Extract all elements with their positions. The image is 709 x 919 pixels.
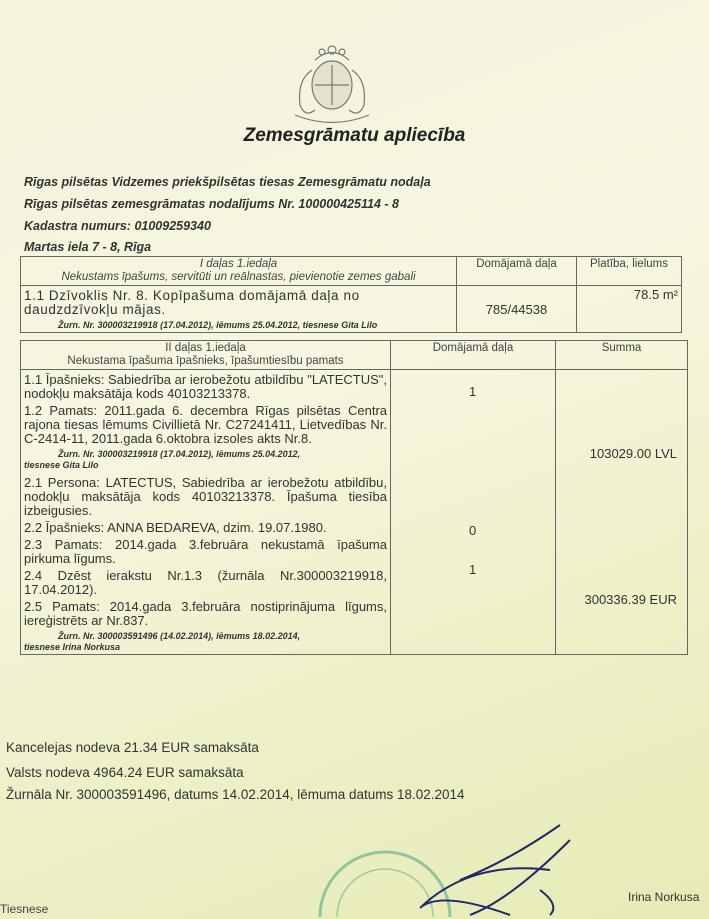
judge-note-1: tiesnese Gita Lilo — [24, 460, 99, 470]
table-row — [21, 286, 682, 333]
table1-col-share: Domājamā daļa — [457, 257, 577, 286]
sum-1-2: 103029.00 LVL — [589, 446, 677, 461]
area-value: 78.5 m² — [577, 286, 682, 333]
office-fee: Kancelejas nodeva 21.34 EUR samaksāta — [6, 740, 259, 755]
journal-note-1: Žurn. Nr. 300003219918 (17.04.2012), lēmums 25.04.2012, — [58, 449, 301, 459]
entry-2-1: 2.1 Persona: LATECTUS, Sabiedrība ar ierobežotu atbildību, nodokļu maksātāja kods 40103213378. Īpašuma tiesība izbeigusies. — [24, 475, 387, 518]
judge-note-2: tiesnese Irina Norkusa — [24, 642, 121, 652]
journal-note: Žurn. Nr. 300003219918 (17.04.2012), lēmums 25.04.2012, tiesnese Gita Lilo — [58, 320, 378, 330]
land-register-section: Rīgas pilsētas zemesgrāmatas nodalījums Nr. 100000425114 - 8 — [24, 197, 399, 211]
share-2-1: 0 — [469, 523, 477, 538]
ownership-table — [20, 340, 688, 655]
sum-2-3: 300336.39 EUR — [584, 592, 677, 607]
property-table — [20, 256, 682, 333]
entry-1-2: 1.2 Pamats: 2011.gada 6. decembra Rīgas pilsētas Centra rajona tiesas lēmums Civillietā Nr. C27241411, Lietvedības Nr. C-2414-11, 2011.gada 6.oktobra izsoles akts Nr.8. — [24, 403, 387, 446]
signature — [400, 820, 600, 916]
table1-title: I daļas 1.iedaļa — [199, 258, 278, 270]
share-2-2: 1 — [469, 562, 477, 577]
signature-label: Tiesnese — [0, 902, 49, 916]
signer-name: Irina Norkusa — [628, 890, 700, 904]
table2-col-sum: Summa — [556, 341, 688, 370]
document-title: Zemesgrāmatu apliecība — [243, 125, 466, 146]
journal-info: Žurnāla Nr. 300003591496, datums 14.02.2014, lēmuma datums 18.02.2014 — [6, 787, 465, 802]
entry-1-1: 1.1 Dzīvoklis Nr. 8. Kopīpašuma domājamā daļa no daudzdzīvokļu mājas. — [24, 288, 360, 317]
table2-subtitle: Nekustama īpašuma īpašnieks, īpašumtiesību pamats — [67, 355, 344, 367]
property-address: Martas iela 7 - 8, Rīga — [24, 240, 152, 254]
entry-2-2: 2.2 Īpašnieks: ANNA BEDAREVA, dzim. 19.07.1980. — [24, 520, 327, 535]
entry-1-1: 1.1 Īpašnieks: Sabiedrība ar ierobežotu atbildību "LATECTUS", nodokļu maksātāja kods 40103213378. — [24, 372, 387, 401]
journal-note-2: Žurn. Nr. 300003591496 (14.02.2014), lēmums 18.02.2014, — [58, 631, 301, 641]
entry-2-3: 2.3 Pamats: 2014.gada 3.februāra nekustamā īpašuma pirkuma līgums. — [24, 537, 387, 566]
table1-col-area: Platība, lielums — [577, 257, 682, 286]
table2-col-share: Domājamā daļa — [391, 341, 556, 370]
table2-title: II daļas 1.iedaļa — [165, 342, 246, 354]
state-fee: Valsts nodeva 4964.24 EUR samaksāta — [6, 765, 244, 780]
coat-of-arms-emblem — [285, 40, 380, 130]
court-department: Rīgas pilsētas Vidzemes priekšpilsētas tiesas Zemesgrāmatu nodaļa — [24, 175, 431, 189]
share-value: 785/44538 — [457, 286, 577, 333]
share-1-1: 1 — [469, 384, 477, 399]
table1-subtitle: Nekustams īpašums, servitūti un reālnastas, pievienotie zemes gabali — [61, 271, 416, 283]
cadastre-number: Kadastra numurs: 01009259340 — [24, 219, 211, 233]
entry-2-4: 2.4 Dzēst ierakstu Nr.1.3 (žurnāla Nr.300003219918, 17.04.2012). — [24, 568, 387, 597]
entry-2-5: 2.5 Pamats: 2014.gada 3.februāra nostiprinājuma līgums, iereģistrēts ar Nr.837. — [24, 599, 387, 628]
